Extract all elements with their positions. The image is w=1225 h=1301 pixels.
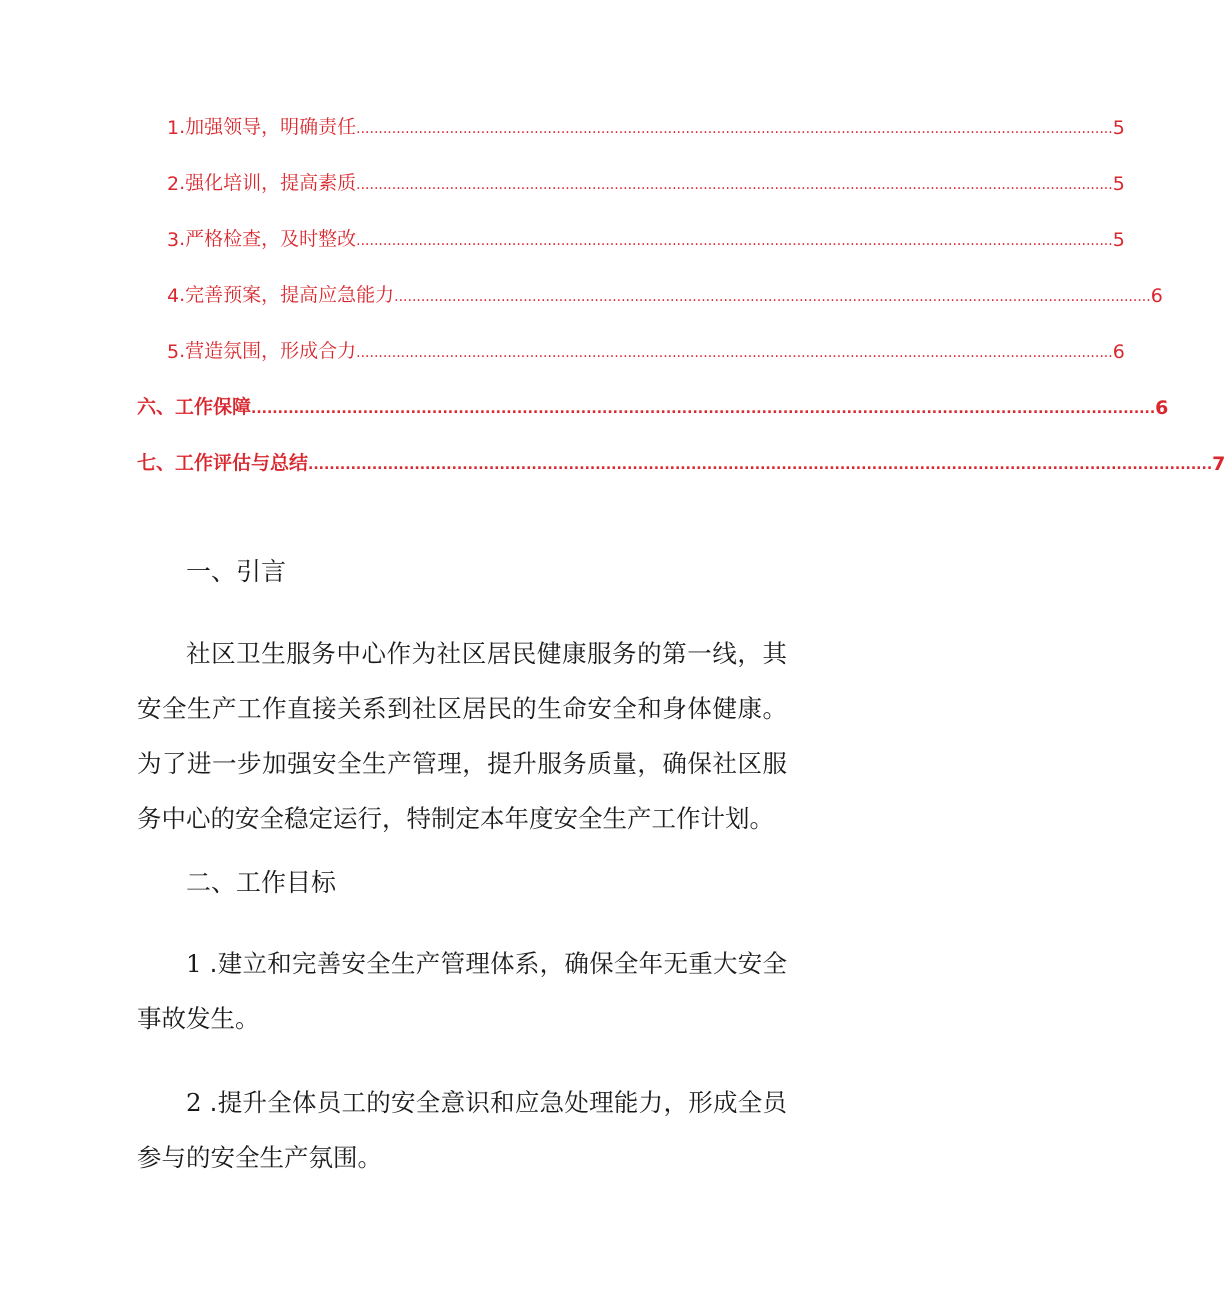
goal-item-number: 2 [186,1088,202,1117]
toc-entry-title: .严格检查，及时整改 [179,228,357,250]
toc-entry[interactable] [0,168,1125,195]
goal-item-text: .提升全体员工的安全意识和应急处理能力，形成全员参与的安全生产氛围。 [137,1088,787,1172]
toc-leader-dots: .......................................................................................................................................................................... [356,177,1113,193]
toc-page-number: 5 [1112,229,1125,251]
toc-entry-number: 1 [167,117,180,139]
toc-page-number: 6 [1112,341,1125,363]
toc-entry[interactable] [0,392,1169,419]
toc-page-number: 5 [1112,173,1125,195]
section-heading: 一、引言 [186,557,287,586]
toc-entry-title: 六、工作保障 [137,396,252,418]
toc-leader-dots: .......................................................................................................................................................................... [356,233,1113,249]
goal-item [137,1075,787,1185]
section-paragraph: 社区卫生服务中心作为社区居民健康服务的第一线，其安全生产工作直接关系到社区居民的生命安全和身体健康。为了进一步加强安全生产管理，提升服务质量，确保社区服务中心的安全稳定运行，特制定本年度安全生产工作计划。 [137,639,787,833]
toc-entry[interactable] [0,336,1125,363]
toc-entry-title: .加强领导，明确责任 [179,116,357,138]
goal-item-text: .建立和完善安全生产管理体系，确保全年无重大安全事故发生。 [137,949,787,1033]
toc-page-number: 6 [1155,397,1169,419]
toc-entry-title: .完善预案，提高应急能力 [179,284,395,306]
toc-entry[interactable] [0,112,1125,139]
toc-leader-dots: .......................................................................................................................................................................... [308,457,1213,473]
toc-entry-number: 4 [167,285,180,307]
toc-page-number: 7 [1212,453,1225,475]
toc-leader-dots: .......................................................................................................................................................................... [356,121,1113,137]
toc-entry-number: 3 [167,229,180,251]
toc-entry-title: .强化培训，提高素质 [179,172,357,194]
goal-item-number: 1 [186,949,202,978]
toc-entry-title: 七、工作评估与总结 [137,452,309,474]
toc-page-number: 6 [1150,285,1163,307]
section-heading: 二、工作目标 [186,868,337,897]
toc-leader-dots: .......................................................................................................................................................................... [356,345,1113,361]
toc-entry-number: 5 [167,341,180,363]
toc-entry[interactable] [0,280,1163,307]
toc-entry-number: 2 [167,173,180,195]
goal-item [137,936,787,1046]
toc-entry[interactable] [0,224,1125,251]
toc-leader-dots: .......................................................................................................................................................................... [251,401,1156,417]
toc-entry-title: .营造氛围，形成合力 [179,340,357,362]
toc-leader-dots: .......................................................................................................................................................................... [394,289,1151,305]
toc-entry[interactable] [0,448,1225,475]
toc-page-number: 5 [1112,117,1125,139]
